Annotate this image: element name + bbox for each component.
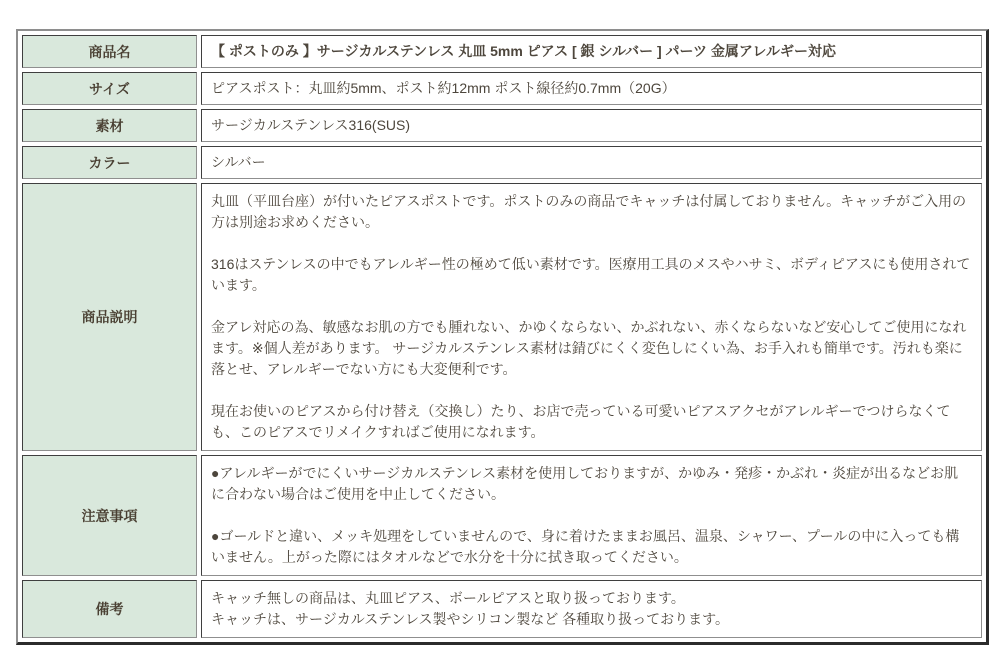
precautions-value: [201, 455, 982, 576]
remarks-value: [201, 580, 982, 638]
spec-row-remarks: [22, 580, 982, 638]
remarks-line: キャッチ無しの商品は、丸皿ピアス、ボールピアスと取り扱っております。: [211, 590, 685, 606]
description-value: [201, 183, 982, 451]
color-value: シルバー: [201, 146, 982, 179]
row-header-color: カラー: [22, 146, 197, 179]
row-header-remarks: 備考: [22, 580, 197, 638]
description-paragraph: 丸皿（平皿台座）が付いたピアスポストです。ポストのみの商品でキャッチは付属しておりません。キャッチがご入用の方は別途お求めください。: [211, 193, 967, 230]
spec-row-product-name: [22, 35, 982, 68]
remarks-line: キャッチは、サージカルステンレス製やシリコン製など 各種取り扱っております。: [211, 611, 730, 627]
row-header-material: 素材: [22, 109, 197, 142]
spec-row-material: [22, 109, 982, 142]
material-value: サージカルステンレス316(SUS): [201, 109, 982, 142]
precaution-paragraph: ●アレルギーがでにくいサージカルステンレス素材を使用しておりますが、かゆみ・発疹・かぶれ・炎症が出るなどお肌に合わない場合はご使用を中止してください。: [211, 465, 959, 502]
spec-row-color: [22, 146, 982, 179]
description-paragraph: 金アレ対応の為、敏感なお肌の方でも腫れない、かゆくならない、かぶれない、赤くならないなど安心してご使用になれます。※個人差があります。 サージカルステンレス素材は錆びにくく変色しにくい為、お手入れも簡単です。汚れも楽に落とせ、アレルギーでない方にも大変便利です。: [211, 319, 967, 377]
size-value: ピアスポスト：丸皿約5mm、ポスト約12mm ポスト線径約0.7mm（20G）: [201, 72, 982, 105]
product-name-value: 【 ポストのみ 】サージカルステンレス 丸皿 5mm ピアス [ 銀 シルバー ] パーツ 金属アレルギー対応: [201, 35, 982, 68]
description-paragraph: 316はステンレスの中でもアレルギー性の極めて低い素材です。医療用工具のメスやハサミ、ボディピアスにも使用されています。: [211, 256, 971, 293]
spec-row-precautions: [22, 455, 982, 576]
row-header-size: サイズ: [22, 72, 197, 105]
row-header-precautions: 注意事項: [22, 455, 197, 576]
product-spec-table: [16, 29, 989, 645]
row-header-product-name: 商品名: [22, 35, 197, 68]
spec-row-description: [22, 183, 982, 451]
row-header-description: 商品説明: [22, 183, 197, 451]
precaution-paragraph: ●ゴールドと違い、メッキ処理をしていませんので、身に着けたままお風呂、温泉、シャワー、プールの中に入っても構いません。上がった際にはタオルなどで水分を十分に拭き取ってください。: [211, 528, 960, 565]
spec-row-size: [22, 72, 982, 105]
description-paragraph: 現在お使いのピアスから付け替え（交換し）たり、お店で売っている可愛いピアスアクセがアレルギーでつけらなくても、このピアスでリメイクすればご使用になれます。: [211, 403, 951, 440]
